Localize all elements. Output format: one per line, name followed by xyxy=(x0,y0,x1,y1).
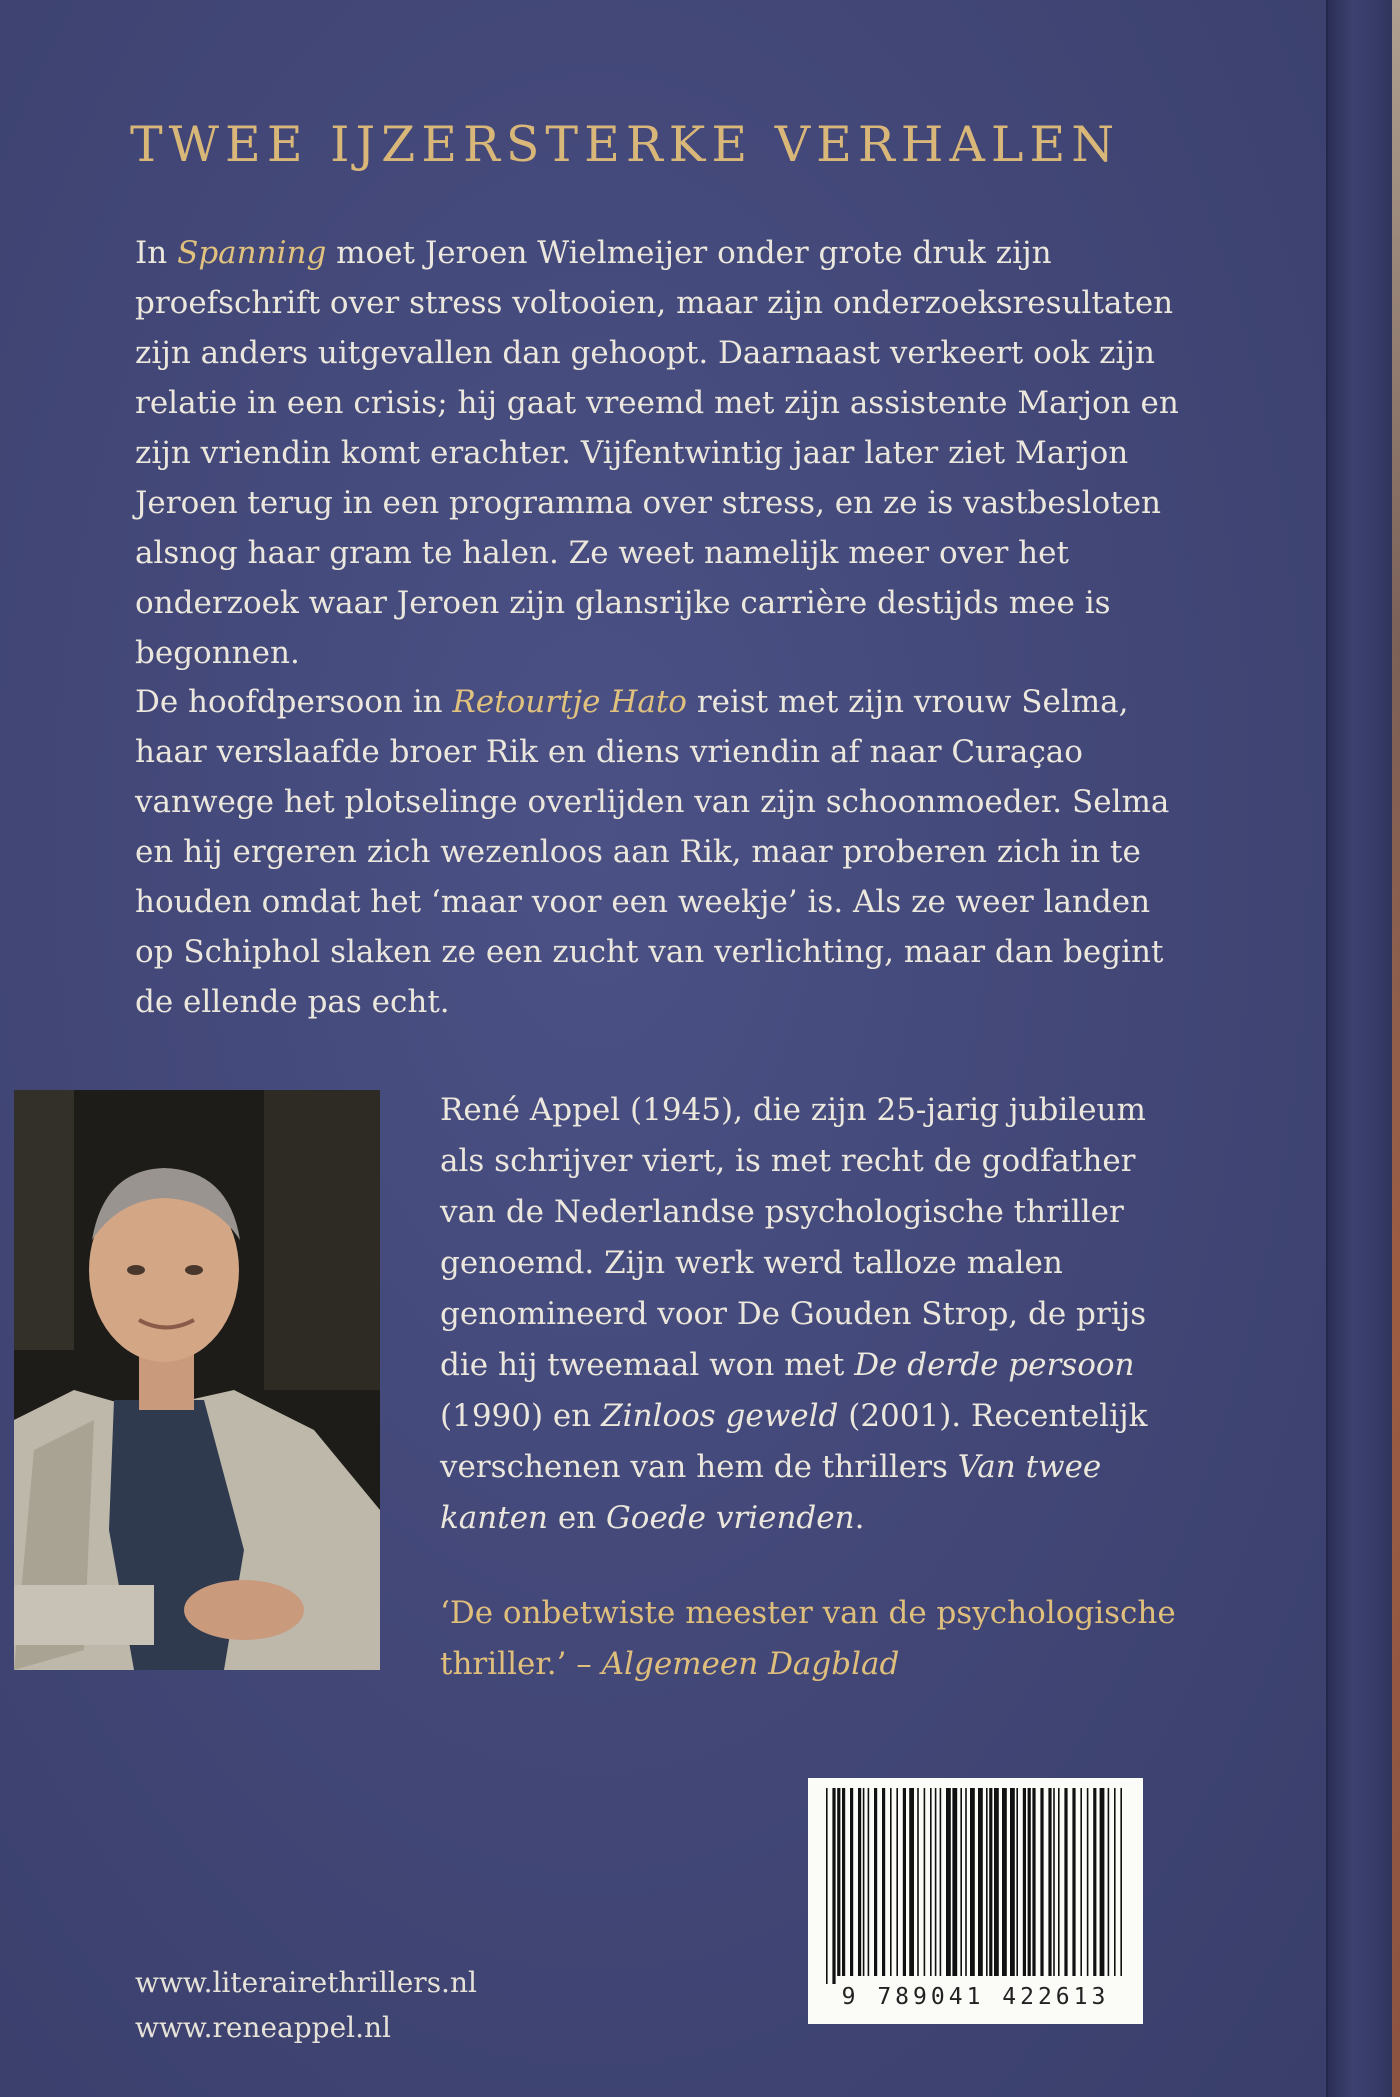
author-photo xyxy=(14,1090,380,1670)
book-title-spanning: Spanning xyxy=(177,235,327,271)
synopsis-spanning xyxy=(135,228,1185,678)
barcode-bars xyxy=(808,1778,1143,1984)
barcode-bar xyxy=(1028,1788,1031,1976)
barcode-bar xyxy=(1114,1788,1116,1976)
barcode-bar xyxy=(837,1788,840,1976)
author-bio xyxy=(440,1085,1180,1544)
barcode-bar xyxy=(868,1788,870,1976)
barcode-bar xyxy=(940,1788,942,1976)
url-reneappel[interactable]: www.reneappel.nl xyxy=(135,2011,391,2044)
barcode-bar xyxy=(924,1788,926,1976)
barcode-bar xyxy=(863,1788,865,1976)
bio-part-2: (1990) en xyxy=(440,1398,602,1434)
bio-book-zinloos-geweld: Zinloos geweld xyxy=(601,1398,839,1434)
bio-part-5: . xyxy=(854,1500,865,1536)
barcode-bar xyxy=(917,1788,919,1976)
page-edge xyxy=(1392,0,1400,2097)
barcode-bar xyxy=(1108,1788,1110,1976)
barcode-bar xyxy=(826,1788,828,1984)
barcode-bar xyxy=(832,1788,835,1984)
isbn-barcode xyxy=(808,1778,1143,2024)
bio-book-goede-vrienden: Goede vrienden xyxy=(606,1500,855,1536)
barcode-bar xyxy=(842,1788,845,1976)
barcode-bar xyxy=(874,1788,877,1976)
barcode-bar xyxy=(882,1788,885,1976)
barcode-bar xyxy=(1040,1788,1043,1976)
barcode-bar xyxy=(1048,1788,1051,1976)
website-links xyxy=(135,1960,735,2050)
barcode-bar xyxy=(1064,1788,1067,1976)
synopsis-spanning-body: moet Jeroen Wielmeijer onder grote druk zijn proefschrift over stress voltooien, maar zijn onderzoeksresultaten zijn anders uitgevallen dan gehoopt. Daarnaast verkeert ook zijn relatie in een crisis; hij gaat vreemd met zijn assistente Marjon en zijn vriendin komt erachter. Vijfentwintig jaar later ziet Marjon Jeroen terug in een programma over stress, en ze is vastbesloten alsnog haar gram te halen. Ze weet namelijk meer over het onderzoek waar Jeroen zijn glansrijke carrière destijds mee is begonnen. xyxy=(135,235,1179,671)
barcode-bar xyxy=(1016,1788,1018,1976)
barcode-bar xyxy=(946,1788,951,1976)
book-spine xyxy=(1326,0,1400,2097)
barcode-bar xyxy=(1058,1788,1060,1976)
barcode-bar xyxy=(1080,1788,1082,1976)
bio-part-1: René Appel (1945), die zijn 25-jarig jubileum als schrijver viert, is met recht de godfather van de Nederlandse psychologische thriller genoemd. Zijn werk werd talloze malen genomineerd voor De Gouden Strop, de prijs die hij tweemaal won met xyxy=(440,1092,1147,1383)
book-title-retourtje-hato: Retourtje Hato xyxy=(452,684,687,720)
barcode-bar xyxy=(930,1788,932,1976)
synopsis-spanning-prefix: In xyxy=(135,235,178,271)
synopsis-retourtje-hato xyxy=(135,677,1185,1027)
barcode-bar xyxy=(1053,1788,1055,1976)
press-quote xyxy=(440,1588,1200,1690)
quote-text: ‘De onbetwiste meester van de psychologische thriller.’ – xyxy=(440,1595,1176,1682)
barcode-bar xyxy=(896,1788,898,1976)
barcode-bar xyxy=(903,1788,906,1976)
barcode-bar xyxy=(1002,1788,1007,1976)
barcode-bar xyxy=(1010,1788,1015,1976)
barcode-bar xyxy=(970,1788,975,1976)
barcode-bar xyxy=(978,1788,983,1976)
barcode-bar xyxy=(965,1788,967,1976)
barcode-bar xyxy=(1023,1788,1026,1976)
url-literairethrillers[interactable]: www.literairethrillers.nl xyxy=(135,1966,477,1999)
barcode-bar xyxy=(1093,1788,1096,1976)
bio-part-3: (2001). Recentelijk verschenen van hem de thrillers xyxy=(440,1398,1148,1485)
barcode-bar xyxy=(960,1788,962,1976)
barcode-bar xyxy=(952,1788,957,1976)
barcode-bar xyxy=(1120,1788,1122,1976)
synopsis-hato-body: reist met zijn vrouw Selma, haar verslaafde broer Rik en diens vriendin af naar Curaçao vanwege het plotselinge overlijden van zijn schoonmoeder. Selma en hij ergeren zich wezenloos aan Rik, maar proberen zich in te houden omdat het ‘maar voor een weekje’ is. Als ze weer landen op Schiphol slaken ze een zucht van verlichting, maar dan begint de ellende pas echt. xyxy=(135,684,1170,1020)
barcode-bar xyxy=(1100,1788,1105,1976)
barcode-bar xyxy=(994,1788,999,1976)
barcode-bar xyxy=(986,1788,988,1976)
barcode-bar xyxy=(1087,1788,1089,1976)
barcode-bar xyxy=(858,1788,861,1976)
bio-book-de-derde-persoon: De derde persoon xyxy=(854,1347,1135,1383)
bio-part-4: en xyxy=(548,1500,607,1536)
barcode-bar xyxy=(1032,1788,1035,1976)
synopsis-hato-prefix: De hoofdpersoon in xyxy=(135,684,453,720)
barcode-bar xyxy=(850,1788,853,1976)
barcode-bar xyxy=(935,1788,937,1976)
headline: TWEE IJZERSTERKE VERHALEN xyxy=(130,116,1121,173)
barcode-bar xyxy=(1072,1788,1075,1976)
quote-source: Algemeen Dagblad xyxy=(601,1646,900,1682)
barcode-bar xyxy=(909,1788,914,1976)
barcode-bar xyxy=(890,1788,892,1976)
barcode-bar xyxy=(989,1788,992,1976)
bio-book-van-twee-kanten: Van twee kanten xyxy=(440,1449,1102,1536)
author-portrait-illustration xyxy=(14,1090,380,1670)
isbn-number: 9 789041 422613 xyxy=(841,1984,1110,2010)
